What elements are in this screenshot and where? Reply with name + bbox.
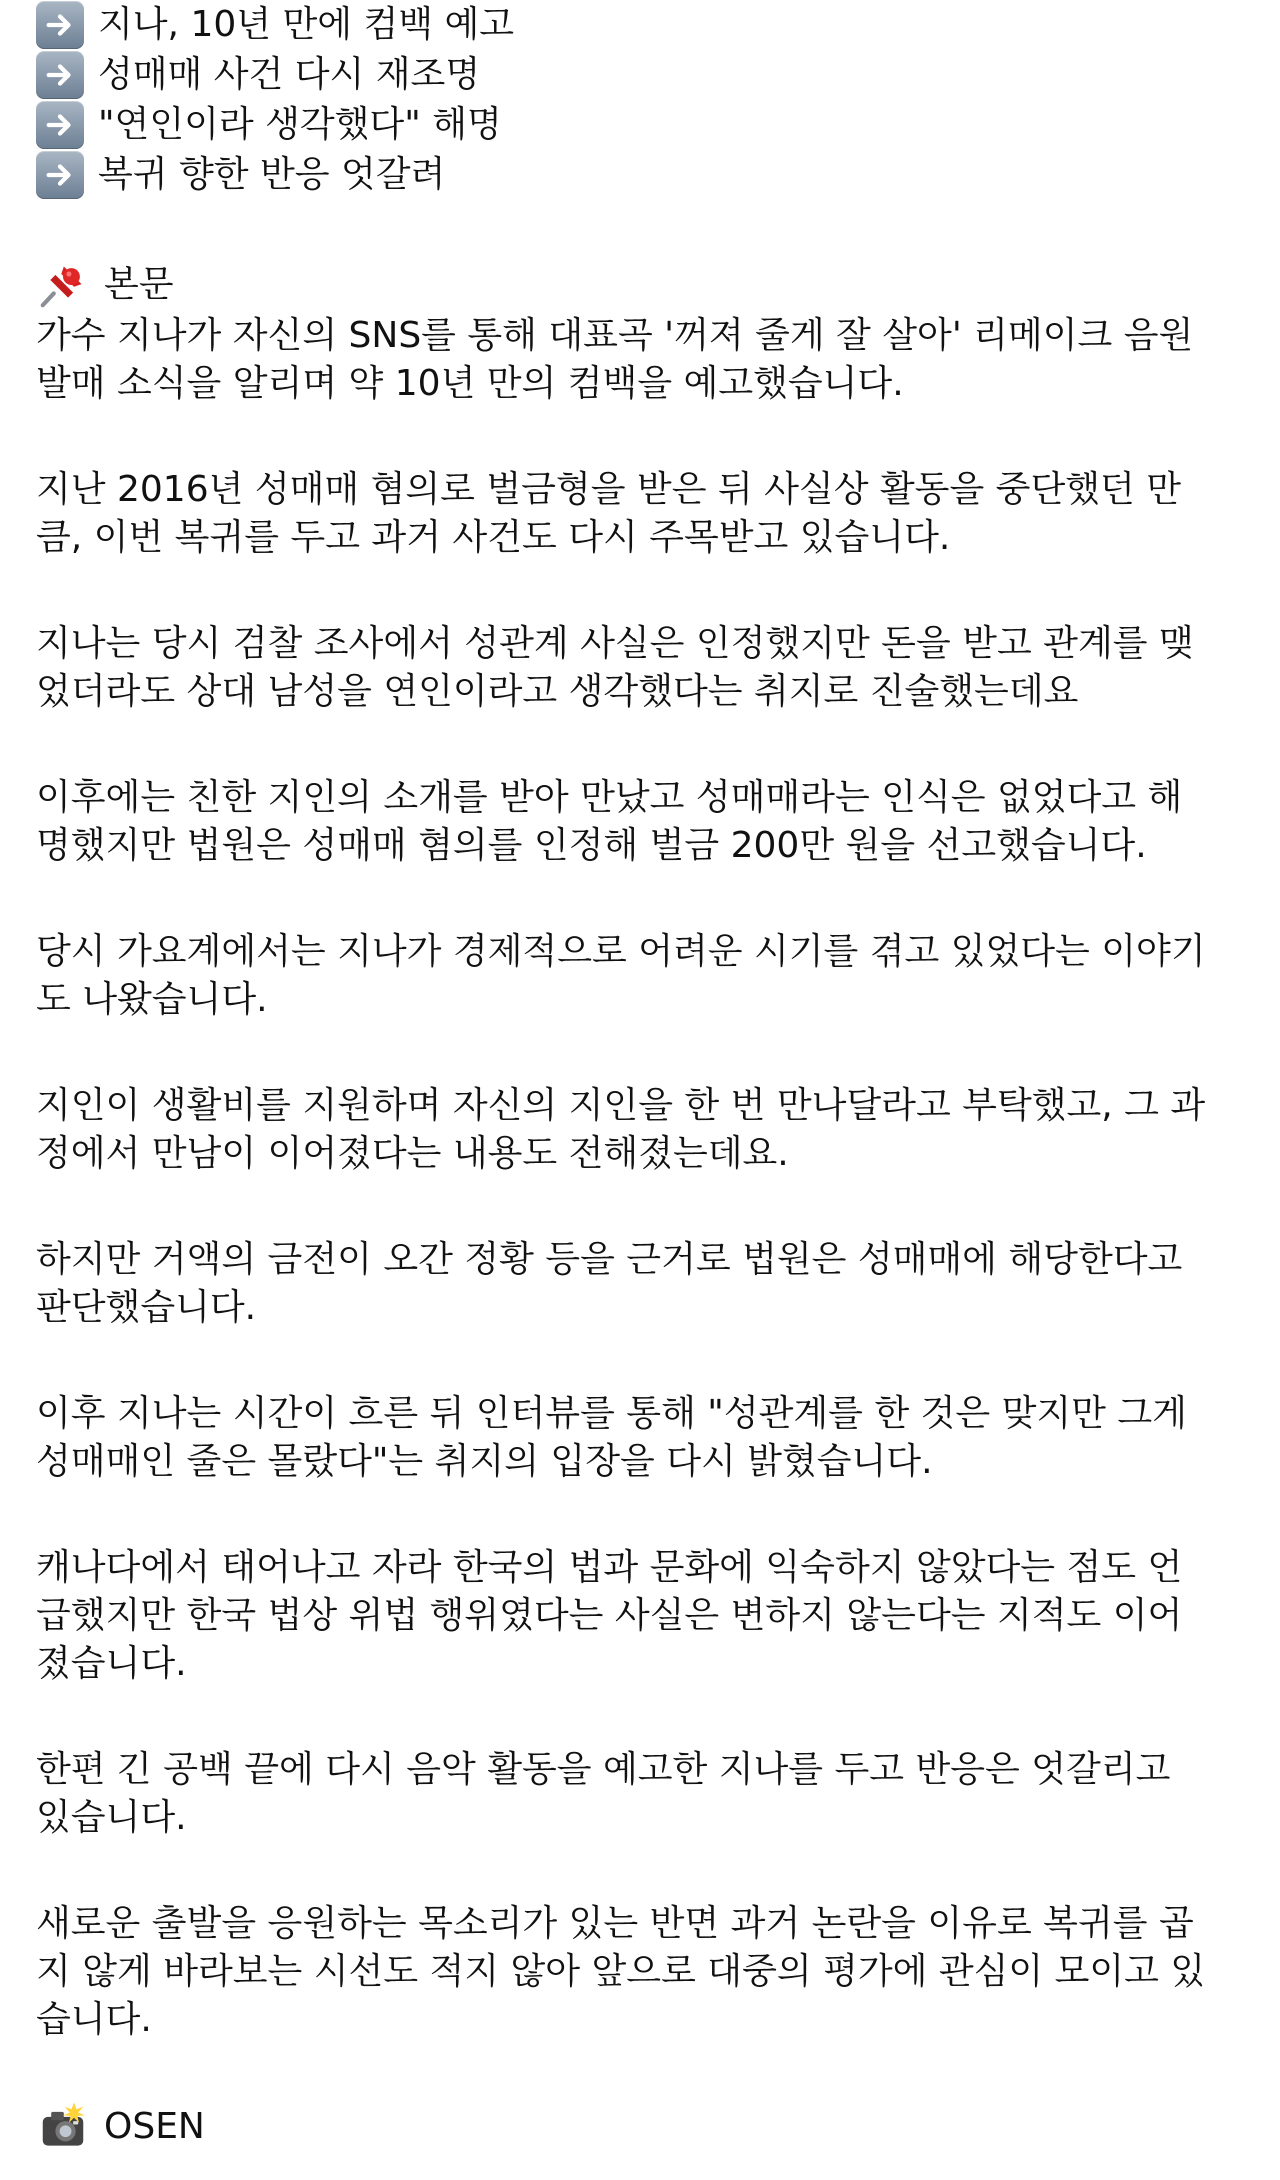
right-arrow-icon bbox=[36, 51, 84, 99]
right-arrow-icon bbox=[36, 1, 84, 49]
summary-item bbox=[36, 0, 1252, 50]
article-paragraph: 지인이 생활비를 지원하며 자신의 지인을 한 번 만나달라고 부탁했고, 그 과 정에서 만남이 이어졌다는 내용도 전해졌는데요. bbox=[36, 1085, 1206, 1174]
post-content bbox=[36, 0, 1252, 2154]
summary-text: 지나, 10년 만에 컴백 예고 bbox=[98, 4, 515, 45]
source-line bbox=[36, 2100, 1252, 2154]
article-paragraph: 지나는 당시 검찰 조사에서 성관계 사실은 인정했지만 돈을 받고 관계를 맺 었더라도 상대 남성을 연인이라고 생각했다는 취지로 진술했는데요 bbox=[36, 623, 1194, 712]
source-label: OSEN bbox=[104, 2106, 205, 2147]
article-paragraph: 당시 가요계에서는 지나가 경제적으로 어려운 시기를 겪고 있었다는 이야기 도 나왔습니다. bbox=[36, 931, 1206, 1020]
article-paragraph: 캐나다에서 태어나고 자라 한국의 법과 문화에 익숙하지 않았다는 점도 언 급했지만 한국 법상 위법 행위였다는 사실은 변하지 않는다는 지적도 이어 졌습니다. bbox=[36, 1547, 1183, 1684]
article-paragraph: 새로운 출발을 응원하는 목소리가 있는 반면 과거 논란을 이유로 복귀를 곱 지 않게 바라보는 시선도 적지 않아 앞으로 대중의 평가에 관심이 모이고 있 습니다. bbox=[36, 1903, 1206, 2040]
article-body bbox=[36, 312, 1252, 2044]
summary-item bbox=[36, 50, 1252, 100]
article-paragraph: 지난 2016년 성매매 혐의로 벌금형을 받은 뒤 사실상 활동을 중단했던 만 큼, 이번 복귀를 두고 과거 사건도 다시 주목받고 있습니다. bbox=[36, 469, 1182, 558]
article-paragraph: 하지만 거액의 금전이 오간 정황 등을 근거로 법원은 성매매에 해당한다고 판단했습니다. bbox=[36, 1239, 1183, 1328]
body-heading bbox=[36, 258, 1252, 312]
body-heading-text: 본문 bbox=[104, 264, 174, 305]
camera-flash-icon bbox=[36, 2100, 90, 2154]
pushpin-icon bbox=[36, 258, 90, 312]
summary-list bbox=[36, 0, 1252, 200]
summary-item bbox=[36, 100, 1252, 150]
summary-item bbox=[36, 150, 1252, 200]
summary-text: "연인이라 생각했다" 해명 bbox=[98, 104, 502, 145]
right-arrow-icon bbox=[36, 101, 84, 149]
right-arrow-icon bbox=[36, 151, 84, 199]
summary-text: 성매매 사건 다시 재조명 bbox=[98, 54, 481, 95]
article-paragraph: 가수 지나가 자신의 SNS를 통해 대표곡 '꺼져 줄게 잘 살아' 리메이크 음원 발매 소식을 알리며 약 10년 만의 컴백을 예고했습니다. bbox=[36, 315, 1194, 404]
article-paragraph: 이후 지나는 시간이 흐른 뒤 인터뷰를 통해 "성관계를 한 것은 맞지만 그게 성매매인 줄은 몰랐다"는 취지의 입장을 다시 밝혔습니다. bbox=[36, 1393, 1187, 1482]
article-paragraph: 한편 긴 공백 끝에 다시 음악 활동을 예고한 지나를 두고 반응은 엇갈리고 있습니다. bbox=[36, 1749, 1171, 1838]
summary-text: 복귀 향한 반응 엇갈려 bbox=[98, 154, 446, 195]
article-paragraph: 이후에는 친한 지인의 소개를 받아 만났고 성매매라는 인식은 없었다고 해 명했지만 법원은 성매매 혐의를 인정해 벌금 200만 원을 선고했습니다. bbox=[36, 777, 1183, 866]
